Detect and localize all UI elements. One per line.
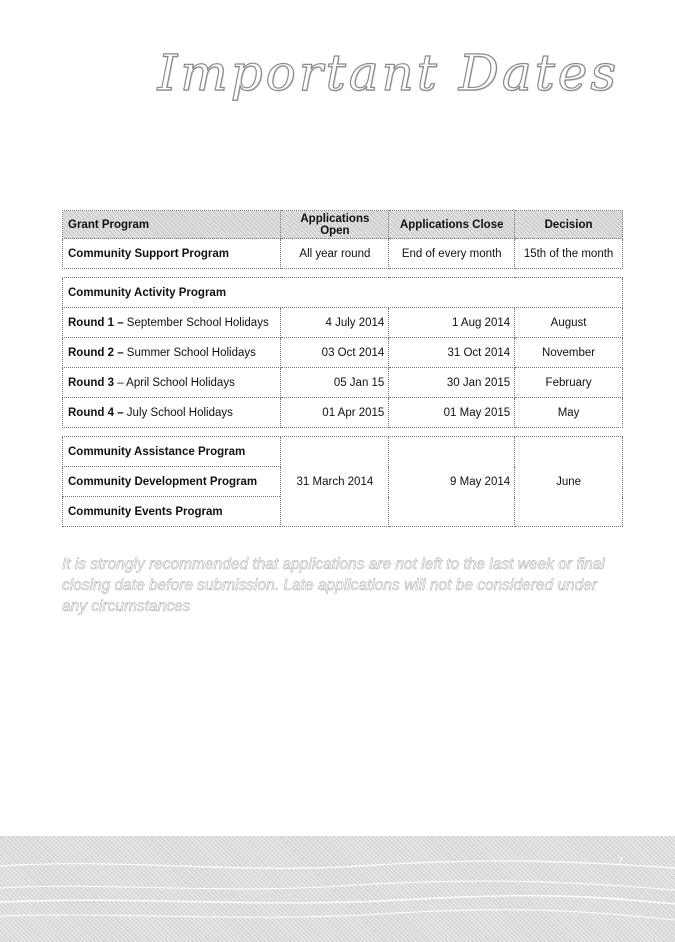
- decision-date: May: [515, 398, 623, 428]
- open-date: All year round: [281, 239, 389, 269]
- wave-lines-decoration: [0, 836, 675, 942]
- round-separator: –: [114, 376, 127, 389]
- program-name: Community Development Program: [63, 467, 281, 497]
- program-name: Community Support Program: [63, 239, 281, 269]
- close-date: End of every month: [389, 239, 515, 269]
- open-date: 05 Jan 15: [281, 368, 389, 398]
- open-date: 01 Apr 2015: [281, 398, 389, 428]
- section-heading: Community Activity Program: [63, 278, 623, 308]
- decision-date: August: [515, 308, 623, 338]
- page-title: Important Dates: [157, 44, 619, 102]
- table-row: [63, 398, 623, 428]
- header-decision: Decision: [515, 211, 623, 239]
- table-row: [63, 308, 623, 338]
- close-date: 9 May 2014: [389, 437, 515, 527]
- close-date: 31 Oct 2014: [389, 338, 515, 368]
- round-description: Summer School Holidays: [126, 346, 256, 359]
- open-date: 31 March 2014: [281, 437, 389, 527]
- open-date: 03 Oct 2014: [281, 338, 389, 368]
- round-description: September School Holidays: [126, 316, 269, 329]
- section-heading-row: [63, 278, 623, 308]
- round-label: Round 4: [68, 406, 114, 419]
- table-row: [63, 437, 623, 467]
- program-name: Community Assistance Program: [63, 437, 281, 467]
- header-applications-open: Applications Open: [281, 211, 389, 239]
- table-header-row: [63, 211, 623, 239]
- round-label: Round 1: [68, 316, 114, 329]
- page-number: 7: [617, 856, 623, 867]
- close-date: 1 Aug 2014: [389, 308, 515, 338]
- table-row: [63, 239, 623, 269]
- round-separator: –: [114, 346, 127, 359]
- table-row: [63, 338, 623, 368]
- program-name: Community Events Program: [63, 497, 281, 527]
- round-cell: [63, 338, 281, 368]
- close-date: 01 May 2015: [389, 398, 515, 428]
- submission-note: It is strongly recommended that applications are not left to the last week or final closing date before submission. Late applications will not be considered under any circumstances: [62, 555, 605, 615]
- decision-date: June: [515, 437, 623, 527]
- decision-date: 15th of the month: [515, 239, 623, 269]
- header-applications-close: Applications Close: [389, 211, 515, 239]
- open-date: 4 July 2014: [281, 308, 389, 338]
- round-description: July School Holidays: [126, 406, 233, 419]
- decision-date: February: [515, 368, 623, 398]
- decision-date: November: [515, 338, 623, 368]
- round-separator: –: [114, 316, 127, 329]
- round-cell: [63, 398, 281, 428]
- round-label: Round 3: [68, 376, 114, 389]
- table-row: [63, 368, 623, 398]
- round-cell: [63, 308, 281, 338]
- header-grant-program: Grant Program: [63, 211, 281, 239]
- footer-band: [0, 836, 675, 942]
- round-separator: –: [114, 406, 127, 419]
- round-cell: [63, 368, 281, 398]
- round-description: April School Holidays: [126, 376, 235, 389]
- round-label: Round 2: [68, 346, 114, 359]
- close-date: 30 Jan 2015: [389, 368, 515, 398]
- important-dates-table: [62, 210, 623, 527]
